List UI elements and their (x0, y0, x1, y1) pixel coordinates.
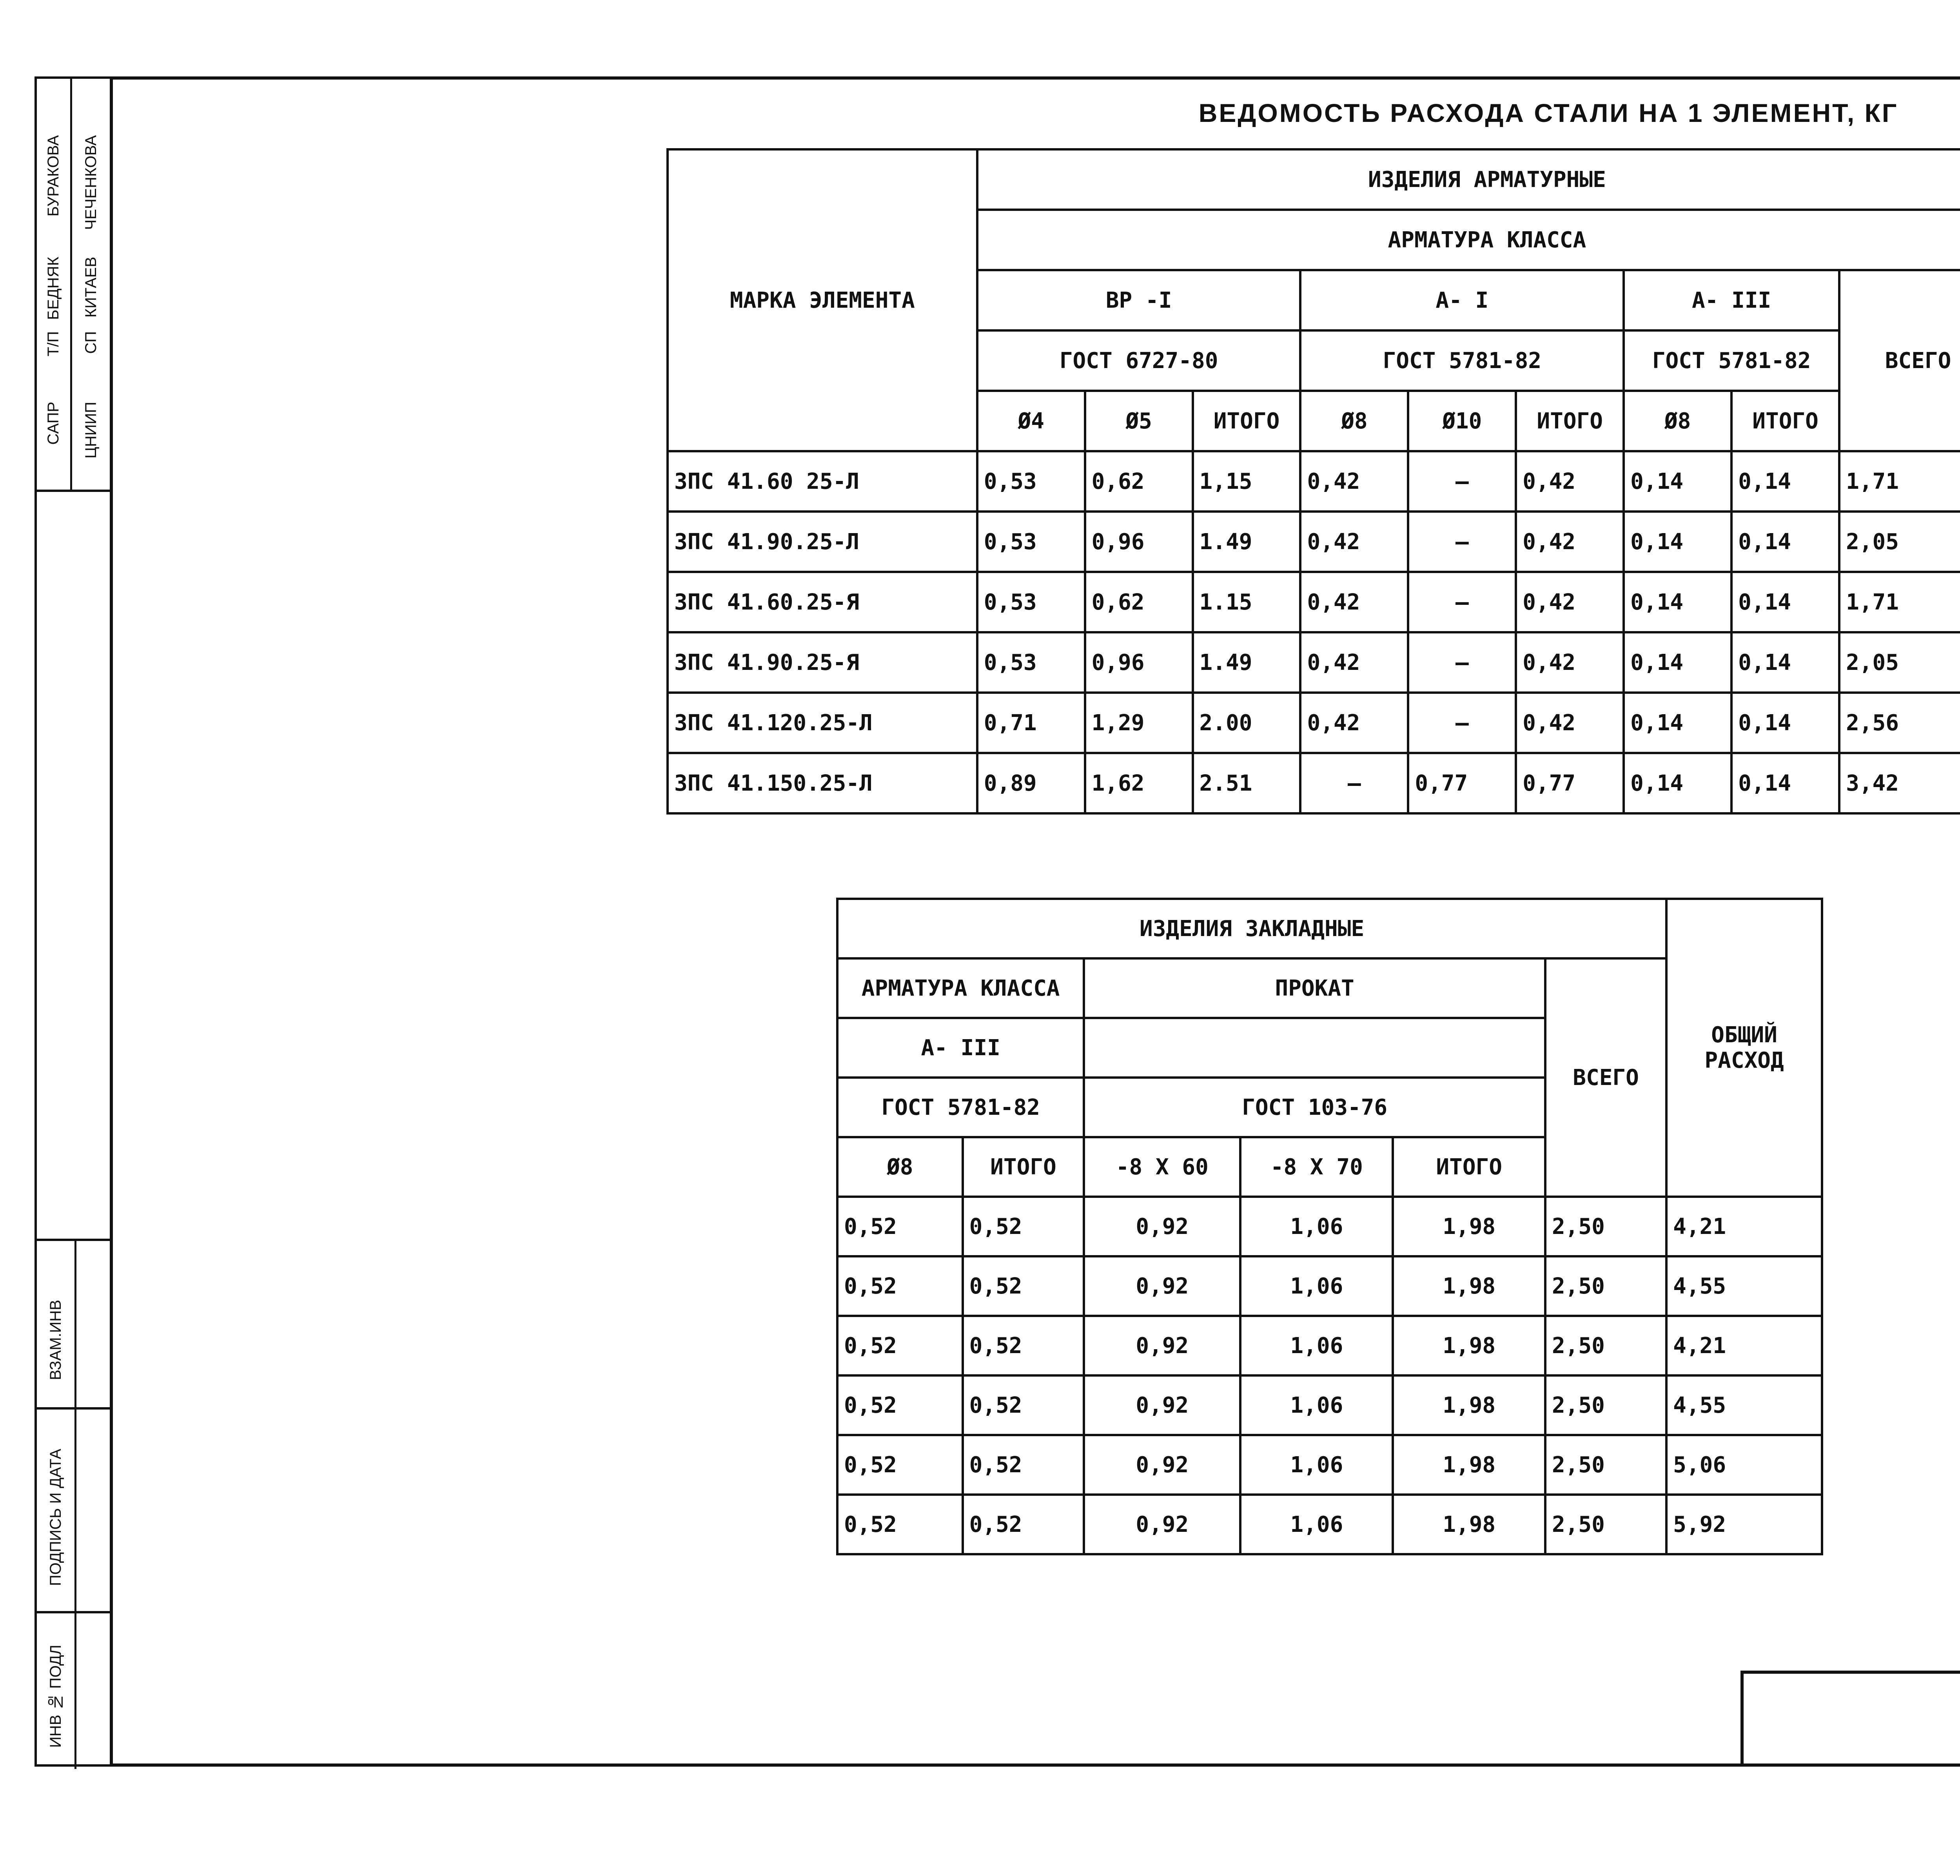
table-row (668, 753, 1960, 813)
table-cell: 1,71 (1839, 572, 1960, 632)
table-cell: 0,14 (1624, 512, 1731, 572)
table-cell: 0,52 (963, 1256, 1084, 1316)
table-cell: 1,06 (1240, 1197, 1393, 1256)
table-cell: 0,52 (837, 1256, 963, 1316)
inv-box (37, 1613, 110, 1769)
vzam-label: ВЗАМ.ИНВ (47, 1300, 64, 1380)
table-cell: 3,42 (1839, 753, 1960, 813)
table-cell: 0,42 (1300, 451, 1408, 512)
embedded-class-header: АРМАТУРА КЛАССА (837, 958, 1084, 1018)
table-cell: 1,06 (1240, 1375, 1393, 1435)
table-cell: 0,77 (1408, 753, 1516, 813)
approval-col-2 (72, 76, 110, 490)
table-cell: 4,21 (1666, 1197, 1822, 1256)
group-header: ИЗДЕЛИЯ АРМАТУРНЫЕ (977, 149, 1960, 210)
element-mark: ЗПС 41.150.25-Л (668, 753, 977, 813)
t2-subheader: Ø8 (837, 1137, 963, 1197)
table-cell: 0,53 (977, 632, 1085, 693)
embedded-parts-table (836, 898, 1823, 1555)
table-cell: 0,42 (1300, 693, 1408, 753)
inv-label: ИНВ № ПОДЛ (47, 1645, 64, 1748)
signature-strip (34, 1239, 110, 1767)
embedded-class-name: А- III (837, 1018, 1084, 1078)
table-cell: 2.00 (1193, 693, 1301, 753)
table-cell: 1,06 (1240, 1316, 1393, 1375)
title-block (1740, 1671, 1960, 1767)
table-row (837, 1495, 1822, 1554)
t2-subheader: ИТОГО (963, 1137, 1084, 1197)
table-cell: 2,56 (1839, 693, 1960, 753)
prokat-header: ПРОКАТ (1084, 958, 1545, 1018)
t1-subheader: Ø8 (1300, 391, 1408, 451)
table-cell: 0,42 (1300, 572, 1408, 632)
table-cell: 2.51 (1193, 753, 1301, 813)
class-header: АРМАТУРА КЛАССА (977, 210, 1960, 270)
table-cell: 4,55 (1666, 1375, 1822, 1435)
table-cell: 0,53 (977, 451, 1085, 512)
mark-header: МАРКА ЭЛЕМЕНТА (668, 149, 977, 451)
t1-subheader: ИТОГО (1516, 391, 1624, 451)
table-cell: 0,14 (1731, 632, 1839, 693)
table-cell: 1.49 (1193, 632, 1301, 693)
stamp-name-3: КИТАЕВ (82, 257, 100, 318)
table-cell: 1,06 (1240, 1256, 1393, 1316)
t1-subheader: Ø10 (1408, 391, 1516, 451)
table-cell: 1.15 (1193, 572, 1301, 632)
table-cell: – (1408, 693, 1516, 753)
table-cell: 1,98 (1393, 1375, 1545, 1435)
table-cell: 0,42 (1516, 451, 1624, 512)
element-mark: ЗПС 41.60.25-Я (668, 572, 977, 632)
table-cell: 0,71 (977, 693, 1085, 753)
table-cell: 0,53 (977, 512, 1085, 572)
table-cell: 2,50 (1545, 1435, 1666, 1495)
class-a1: А- I (1300, 270, 1624, 330)
table-cell: 0,14 (1731, 693, 1839, 753)
table-row (837, 1375, 1822, 1435)
table-cell: 0,52 (963, 1316, 1084, 1375)
prokat-gost: ГОСТ 103-76 (1084, 1078, 1545, 1137)
t2-subheader: -8 Х 70 (1240, 1137, 1393, 1197)
table-cell: 0,14 (1624, 572, 1731, 632)
table-row (668, 632, 1960, 693)
table-cell: 0,52 (837, 1197, 963, 1256)
table-row (837, 1316, 1822, 1375)
t1-subheader: Ø4 (977, 391, 1085, 451)
element-mark: ЗПС 41.90.25-Л (668, 512, 977, 572)
table-cell: 0,42 (1516, 572, 1624, 632)
table-cell: 1,98 (1393, 1197, 1545, 1256)
t1-subheader: Ø5 (1085, 391, 1193, 451)
table-cell: 0,96 (1085, 512, 1193, 572)
gost-vr1: ГОСТ 6727-80 (977, 330, 1301, 391)
table-cell: 0,52 (963, 1435, 1084, 1495)
reinforcement-table (666, 148, 1960, 815)
class-a3: А- III (1624, 270, 1839, 330)
t2-subheader: ИТОГО (1393, 1137, 1545, 1197)
table-cell: – (1408, 632, 1516, 693)
table-cell: 0,52 (837, 1495, 963, 1554)
table-cell: 2,05 (1839, 512, 1960, 572)
table-row (668, 693, 1960, 753)
table-row (837, 1256, 1822, 1316)
table-cell: – (1300, 753, 1408, 813)
table-cell: 0,14 (1731, 753, 1839, 813)
table-cell: 2,50 (1545, 1375, 1666, 1435)
table-cell: 1.49 (1193, 512, 1301, 572)
table-row (668, 512, 1960, 572)
table-cell: 1,98 (1393, 1495, 1545, 1554)
table-cell: 0,62 (1085, 572, 1193, 632)
table-cell: 0,42 (1516, 512, 1624, 572)
table-cell: 1,62 (1085, 753, 1193, 813)
embedded-class-gost: ГОСТ 5781-82 (837, 1078, 1084, 1137)
table-cell: 0,14 (1731, 572, 1839, 632)
embedded-total-header: ВСЕГО (1545, 958, 1666, 1197)
table-cell: 4,21 (1666, 1316, 1822, 1375)
t1-subheader: ИТОГО (1193, 391, 1301, 451)
table-cell: 0,14 (1624, 753, 1731, 813)
table-cell: 2,50 (1545, 1256, 1666, 1316)
t2-subheader: -8 Х 60 (1084, 1137, 1240, 1197)
table-row (668, 451, 1960, 512)
table-cell: 2,05 (1839, 632, 1960, 693)
table-cell: 1,71 (1839, 451, 1960, 512)
table-cell: – (1408, 512, 1516, 572)
table-cell: 1,06 (1240, 1495, 1393, 1554)
table-cell: 2,50 (1545, 1316, 1666, 1375)
table-cell: 4,55 (1666, 1256, 1822, 1316)
stamp-tp: Т/П (45, 331, 62, 357)
table-cell: 1,29 (1085, 693, 1193, 753)
stamp-cniip: ЦНИИП (82, 402, 100, 459)
table-cell: 0,52 (963, 1197, 1084, 1256)
t1-subheader: Ø8 (1624, 391, 1731, 451)
table-cell: 0,14 (1731, 451, 1839, 512)
table-cell: 0,96 (1085, 632, 1193, 693)
approval-col-1 (34, 76, 72, 490)
table-row (837, 1435, 1822, 1495)
t1-subheader: ИТОГО (1731, 391, 1839, 451)
stamp-name-1: БЕДНЯК (45, 257, 62, 320)
class-vr1: ВР -I (977, 270, 1301, 330)
table-cell: 0,52 (837, 1375, 963, 1435)
table-cell: 0,89 (977, 753, 1085, 813)
table-cell: 0,42 (1516, 693, 1624, 753)
table-cell: – (1408, 572, 1516, 632)
table-cell: 1,98 (1393, 1435, 1545, 1495)
table-cell: 0,14 (1624, 451, 1731, 512)
stamp-name-4: ЧЕЧЕНКОВА (82, 135, 100, 230)
table-cell: 2,50 (1545, 1197, 1666, 1256)
prokat-blank (1084, 1018, 1545, 1078)
table-cell: – (1408, 451, 1516, 512)
stamp-sp: СП (82, 331, 100, 354)
table-cell: 0,52 (963, 1495, 1084, 1554)
approval-stamp (34, 76, 110, 492)
overall-header: ОБЩИЙ РАСХОД (1666, 899, 1822, 1197)
table-cell: 0,92 (1084, 1197, 1240, 1256)
document-title: ВЕДОМОСТЬ РАСХОДА СТАЛИ НА 1 ЭЛЕМЕНТ, КГ (1198, 98, 1898, 127)
podpis-label: ПОДПИСЬ И ДАТА (47, 1449, 64, 1586)
stamp-sapr: САПР (45, 402, 62, 445)
table-cell: 0,42 (1300, 632, 1408, 693)
table-cell: 0,14 (1731, 512, 1839, 572)
element-mark: ЗПС 41.90.25-Я (668, 632, 977, 693)
table-cell: 0,62 (1085, 451, 1193, 512)
table-cell: 1,06 (1240, 1435, 1393, 1495)
table-cell: 0,52 (837, 1316, 963, 1375)
vzam-box (37, 1241, 110, 1410)
table-cell: 0,14 (1624, 693, 1731, 753)
table-cell: 2,50 (1545, 1495, 1666, 1554)
table-cell: 0,42 (1516, 632, 1624, 693)
table-cell: 0,77 (1516, 753, 1624, 813)
table-cell: 0,42 (1300, 512, 1408, 572)
element-mark: ЗПС 41.60 25-Л (668, 451, 977, 512)
table-cell: 1,98 (1393, 1316, 1545, 1375)
table-cell: 0,52 (837, 1435, 963, 1495)
table-cell: 1,15 (1193, 451, 1301, 512)
table-cell: 0,53 (977, 572, 1085, 632)
table-cell: 0,92 (1084, 1495, 1240, 1554)
table-row (837, 1197, 1822, 1256)
table-cell: 0,14 (1624, 632, 1731, 693)
table-cell: 0,92 (1084, 1256, 1240, 1316)
total-header: ВСЕГО (1839, 270, 1960, 451)
table-cell: 5,06 (1666, 1435, 1822, 1495)
table-cell: 0,92 (1084, 1316, 1240, 1375)
gost-a1: ГОСТ 5781-82 (1300, 330, 1624, 391)
stamp-name-2: БУРАКОВА (45, 135, 62, 217)
table-row (668, 572, 1960, 632)
element-mark: ЗПС 41.120.25-Л (668, 693, 977, 753)
table-cell: 0,92 (1084, 1435, 1240, 1495)
table-cell: 0,92 (1084, 1375, 1240, 1435)
table-cell: 5,92 (1666, 1495, 1822, 1554)
table-cell: 0,52 (963, 1375, 1084, 1435)
table-cell: 1,98 (1393, 1256, 1545, 1316)
embedded-group-header: ИЗДЕЛИЯ ЗАКЛАДНЫЕ (837, 899, 1666, 958)
gost-a3: ГОСТ 5781-82 (1624, 330, 1839, 391)
podpis-box (37, 1410, 110, 1613)
